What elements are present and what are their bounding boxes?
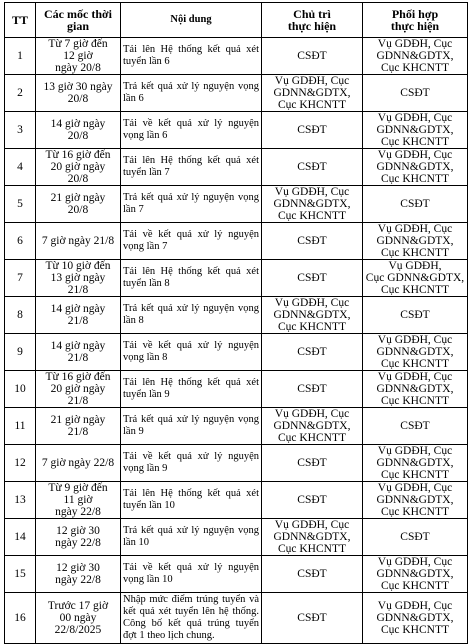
cell-tt: [5, 38, 36, 75]
cell-time-text: Từ 16 giờ đến 20 giờ ngày 21/8: [45, 371, 111, 407]
cell-lead: [262, 112, 363, 149]
cell-time-text: 21 giờ ngày 20/8: [50, 192, 106, 216]
header-row: [5, 3, 468, 38]
cell-tt: [5, 593, 36, 644]
table-header: [5, 3, 468, 38]
cell-coop: [363, 186, 468, 223]
cell-content: [121, 186, 262, 223]
cell-coop: [363, 112, 468, 149]
cell-coop-text: CSĐT: [400, 309, 430, 321]
table-row: [5, 408, 468, 445]
table-row: [5, 593, 468, 644]
table-body: [5, 38, 468, 644]
cell-tt: [5, 519, 36, 556]
cell-tt: [5, 75, 36, 112]
cell-content-text: Trả kết quả xử lý nguyện vọng lần 10: [123, 525, 259, 548]
cell-tt-text: 9: [17, 346, 23, 358]
cell-lead: [262, 556, 363, 593]
cell-content: [121, 519, 262, 556]
cell-time: [36, 186, 121, 223]
table-row: [5, 75, 468, 112]
cell-content-text: Tải về kết quả xử lý nguyện vọng lần 9: [123, 451, 259, 474]
cell-lead: [262, 519, 363, 556]
cell-tt: [5, 112, 36, 149]
cell-tt-text: 5: [17, 198, 23, 210]
cell-content: [121, 149, 262, 186]
table-row: [5, 482, 468, 519]
cell-lead: [262, 38, 363, 75]
table-row: [5, 556, 468, 593]
cell-content: [121, 334, 262, 371]
cell-time-text: 14 giờ ngày 21/8: [50, 340, 106, 364]
cell-tt: [5, 260, 36, 297]
cell-content-text: Trả kết quả xử lý nguyện vọng lần 7: [123, 192, 259, 215]
cell-lead-text: CSĐT: [297, 50, 327, 62]
header-time: Các mốc thời gian: [36, 3, 121, 38]
cell-coop-text: Vụ GDĐH, Cục GDNN&GDTX, Cục KHCNTT: [376, 445, 454, 481]
cell-coop: [363, 297, 468, 334]
cell-content-text: Tải lên Hệ thống kết quả xét tuyển lần 8: [123, 266, 259, 289]
cell-coop: [363, 482, 468, 519]
cell-time: [36, 593, 121, 644]
cell-lead: [262, 371, 363, 408]
cell-content: [121, 223, 262, 260]
cell-time-text: 7 giờ ngày 22/8: [41, 457, 115, 469]
cell-time-text: Từ 9 giờ đến 11 giờ ngày 22/8: [48, 482, 108, 518]
cell-tt: [5, 297, 36, 334]
cell-content: [121, 112, 262, 149]
cell-tt-text: 13: [14, 494, 26, 506]
cell-time: [36, 149, 121, 186]
cell-tt-text: 11: [14, 420, 26, 432]
cell-lead: [262, 149, 363, 186]
table-row: [5, 371, 468, 408]
cell-lead-text: CSĐT: [297, 161, 327, 173]
cell-content-text: Tải lên Hệ thống kết quả xét tuyển lần 10: [123, 488, 259, 511]
cell-coop-text: Vụ GDĐH, Cục GDNN&GDTX, Cục KHCNTT: [376, 600, 454, 636]
cell-tt: [5, 149, 36, 186]
cell-time: [36, 38, 121, 75]
cell-content: [121, 260, 262, 297]
cell-tt: [5, 482, 36, 519]
cell-time-text: Từ 16 giờ đến 20 giờ ngày 20/8: [45, 149, 111, 185]
cell-lead: [262, 445, 363, 482]
cell-coop: [363, 408, 468, 445]
cell-content: [121, 556, 262, 593]
cell-lead: [262, 593, 363, 644]
cell-time-text: 14 giờ ngày 20/8: [50, 118, 106, 142]
table-row: [5, 519, 468, 556]
cell-coop-text: Vụ GDĐH, Cục GDNN&GDTX, Cục KHCNTT: [376, 38, 454, 74]
cell-coop-text: Vụ GDĐH, Cục GDNN&GDTX, Cục KHCNTT: [376, 112, 454, 148]
table-row: [5, 149, 468, 186]
cell-lead-text: Vụ GDĐH, Cục GDNN&GDTX, Cục KHCNTT: [273, 75, 351, 111]
table-row: [5, 334, 468, 371]
cell-tt-text: 3: [17, 124, 23, 136]
cell-content: [121, 38, 262, 75]
cell-lead-text: Vụ GDĐH, Cục GDNN&GDTX, Cục KHCNTT: [273, 297, 351, 333]
table-row: [5, 223, 468, 260]
cell-time: [36, 556, 121, 593]
cell-time: [36, 75, 121, 112]
cell-tt-text: 10: [14, 383, 26, 395]
cell-coop: [363, 223, 468, 260]
cell-lead: [262, 482, 363, 519]
cell-content: [121, 297, 262, 334]
cell-coop: [363, 371, 468, 408]
cell-lead-text: CSĐT: [297, 494, 327, 506]
cell-lead-text: CSĐT: [297, 457, 327, 469]
cell-time-text: 13 giờ 30 ngày 20/8: [43, 81, 113, 105]
cell-time-text: 12 giờ 30 ngày 22/8: [55, 562, 101, 586]
cell-coop: [363, 260, 468, 297]
cell-lead-text: Vụ GDĐH, Cục GDNN&GDTX, Cục KHCNTT: [273, 186, 351, 222]
cell-lead: [262, 186, 363, 223]
cell-tt: [5, 334, 36, 371]
cell-time: [36, 334, 121, 371]
cell-coop: [363, 334, 468, 371]
cell-coop-text: Vụ GDĐH, Cục GDNN&GDTX, Cục KHCNTT: [376, 482, 454, 518]
header-lead: Chủ trì thực hiện: [262, 3, 363, 38]
cell-content-text: Tải về kết quả xử lý nguyện vọng lần 7: [123, 229, 259, 252]
cell-lead-text: CSĐT: [297, 272, 327, 284]
cell-content: [121, 75, 262, 112]
cell-tt-text: 2: [17, 87, 23, 99]
cell-tt-text: 14: [14, 531, 26, 543]
cell-time: [36, 223, 121, 260]
header-coop: Phối hợp thực hiện: [363, 3, 468, 38]
cell-lead-text: CSĐT: [297, 235, 327, 247]
cell-lead-text: CSĐT: [297, 346, 327, 358]
cell-coop-text: Vụ GDĐH, Cục GDNN&GDTX, Cục KHCNTT: [376, 371, 454, 407]
cell-coop-text: Vụ GDĐH, Cục GDNN&GDTX, Cục KHCNTT: [376, 556, 454, 592]
cell-lead: [262, 75, 363, 112]
cell-tt-text: 16: [14, 612, 26, 624]
cell-tt-text: 6: [17, 235, 23, 247]
cell-lead: [262, 408, 363, 445]
table-row: [5, 445, 468, 482]
cell-lead-text: Vụ GDĐH, Cục GDNN&GDTX, Cục KHCNTT: [273, 408, 351, 444]
cell-tt-text: 8: [17, 309, 23, 321]
cell-time-text: Trước 17 giờ 00 ngày 22/8/2025: [47, 600, 109, 636]
cell-time-text: Từ 7 giờ đến 12 giờ ngày 20/8: [48, 38, 108, 74]
cell-coop-text: Vụ GDĐH, Cục GDNN&GDTX, Cục KHCNTT: [376, 149, 454, 185]
cell-content-text: Trả kết quả xử lý nguyện vọng lần 6: [123, 81, 259, 104]
cell-lead: [262, 260, 363, 297]
cell-tt: [5, 186, 36, 223]
table-row: [5, 112, 468, 149]
cell-time: [36, 260, 121, 297]
cell-coop-text: Vụ GDĐH, Cục GDNN&GDTX, Cục KHCNTT: [376, 223, 454, 259]
cell-time: [36, 445, 121, 482]
cell-content-text: Tải lên Hệ thống kết quả xét tuyển lần 6: [123, 44, 259, 67]
cell-tt: [5, 445, 36, 482]
cell-time-text: 21 giờ ngày 21/8: [50, 414, 106, 438]
cell-tt: [5, 223, 36, 260]
cell-content: [121, 482, 262, 519]
cell-time-text: 7 giờ ngày 21/8: [41, 235, 115, 247]
cell-coop: [363, 75, 468, 112]
cell-tt: [5, 408, 36, 445]
cell-time-text: 12 giờ 30 ngày 22/8: [55, 525, 101, 549]
cell-tt-text: 1: [17, 50, 23, 62]
cell-time: [36, 519, 121, 556]
cell-content-text: Tải lên Hệ thống kết quả xét tuyển lần 9: [123, 377, 259, 400]
cell-coop: [363, 593, 468, 644]
cell-content: [121, 593, 262, 644]
cell-content-text: Tải về kết quả xử lý nguyện vọng lần 8: [123, 340, 259, 363]
cell-tt: [5, 371, 36, 408]
header-content: Nội dung: [121, 3, 262, 38]
cell-time-text: 14 giờ ngày 21/8: [50, 303, 106, 327]
cell-tt-text: 4: [17, 161, 23, 173]
cell-lead-text: CSĐT: [297, 612, 327, 624]
cell-coop-text: CSĐT: [400, 420, 430, 432]
cell-coop: [363, 38, 468, 75]
cell-content-text: Trả kết quả xử lý nguyện vọng lần 8: [123, 303, 259, 326]
cell-lead-text: Vụ GDĐH, Cục GDNN&GDTX, Cục KHCNTT: [273, 519, 351, 555]
cell-content: [121, 445, 262, 482]
cell-time: [36, 371, 121, 408]
cell-content-text: Nhập mức điểm trúng tuyển và kết quả xét tuyển lên hệ thống. Công bố kết quả trúng tuyển đợt 1 theo lịch chung.: [123, 594, 259, 641]
cell-coop: [363, 556, 468, 593]
admission-schedule-table: [4, 2, 468, 644]
cell-coop-text: CSĐT: [400, 531, 430, 543]
cell-coop-text: Vụ GDĐH, Cục GDNN&GDTX, Cục KHCNTT: [376, 334, 454, 370]
cell-tt: [5, 556, 36, 593]
cell-lead-text: CSĐT: [297, 568, 327, 580]
cell-content-text: Tải về kết quả xử lý nguyện vọng lần 10: [123, 562, 259, 585]
cell-content-text: Tải lên Hệ thống kết quả xét tuyển lần 7: [123, 155, 259, 178]
table-row: [5, 260, 468, 297]
table-row: [5, 38, 468, 75]
cell-content: [121, 371, 262, 408]
cell-content: [121, 408, 262, 445]
header-tt: TT: [5, 3, 36, 38]
table-row: [5, 186, 468, 223]
cell-tt-text: 15: [14, 568, 26, 580]
cell-lead: [262, 297, 363, 334]
cell-lead-text: CSĐT: [297, 124, 327, 136]
cell-content-text: Tải về kết quả xử lý nguyện vọng lần 6: [123, 118, 259, 141]
cell-coop-text: Vụ GDĐH, Cục GDNN&GDTX, Cục KHCNTT: [365, 260, 465, 296]
cell-coop: [363, 519, 468, 556]
cell-time: [36, 297, 121, 334]
cell-lead: [262, 223, 363, 260]
cell-tt-text: 7: [17, 272, 23, 284]
cell-tt-text: 12: [14, 457, 26, 469]
cell-coop-text: CSĐT: [400, 87, 430, 99]
cell-time: [36, 482, 121, 519]
cell-coop: [363, 149, 468, 186]
cell-time-text: Từ 10 giờ đến 13 giờ ngày 21/8: [45, 260, 111, 296]
cell-time: [36, 112, 121, 149]
cell-coop: [363, 445, 468, 482]
cell-time: [36, 408, 121, 445]
cell-lead: [262, 334, 363, 371]
table-row: [5, 297, 468, 334]
cell-lead-text: CSĐT: [297, 383, 327, 395]
cell-coop-text: CSĐT: [400, 198, 430, 210]
cell-content-text: Trả kết quả xử lý nguyện vọng lần 9: [123, 414, 259, 437]
